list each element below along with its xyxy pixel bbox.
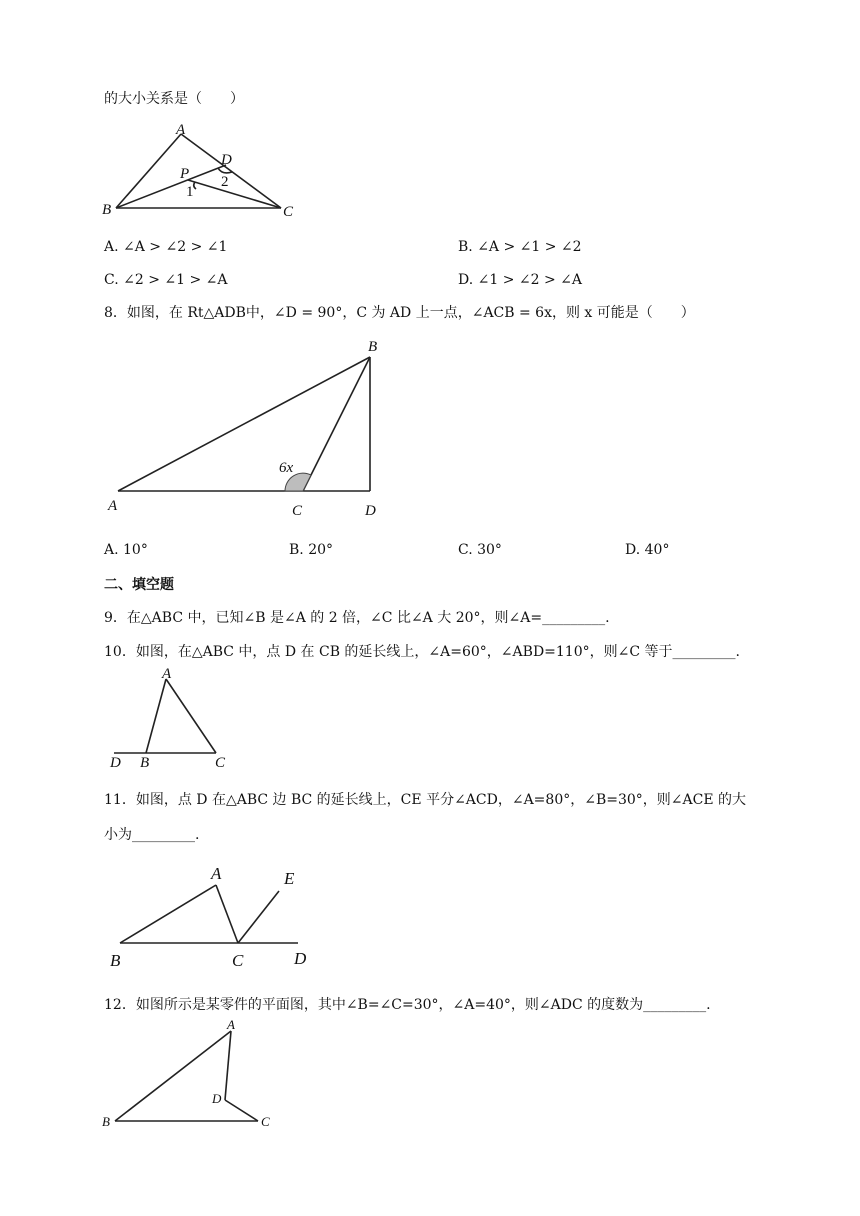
q8-label-angle: 6x (279, 460, 294, 476)
q8-stem: 8．如图，在 Rt△ADB中，∠D = 90°，C 为 AD 上一点，∠ACB = 6x，则 x 可能是（ ） (104, 305, 695, 321)
q8-option-a: A. 10° (104, 542, 148, 558)
q9-stem: 9．在△ABC 中，已知∠B 是∠A 的 2 倍，∠C 比∠A 大 20°，则∠A=_________. (104, 610, 610, 626)
q7-option-b: B. ∠A > ∠1 > ∠2 (458, 239, 582, 255)
q11-stem-line1: 11．如图，点 D 在△ABC 边 BC 的延长线上，CE 平分∠ACD，∠A=80°，∠B=30°，则∠ACE 的大 (104, 792, 747, 808)
q7-label-A: A (176, 122, 186, 138)
q12-label-B: B (102, 1114, 110, 1129)
q10-label-D: D (110, 755, 121, 771)
q11-stem-line2: 小为_________. (104, 827, 200, 843)
q8-option-d: D. 40° (625, 542, 670, 558)
q8-option-c: C. 30° (458, 542, 502, 558)
q11-label-A: A (211, 864, 222, 883)
section-title: 二、填空题 (104, 577, 174, 593)
q10-label-B: B (140, 755, 150, 771)
q11-label-C: C (232, 951, 244, 970)
q12-label-A: A (227, 1017, 235, 1032)
q7-option-a: A. ∠A > ∠2 > ∠1 (104, 239, 228, 255)
q12-stem: 12．如图所示是某零件的平面图，其中∠B=∠C=30°，∠A=40°，则∠ADC 的度数为_________. (104, 997, 711, 1013)
q10-figure (100, 665, 240, 775)
q7-label-1: 1 (186, 184, 194, 200)
q7-label-2: 2 (221, 174, 229, 190)
q12-label-D: D (212, 1091, 222, 1106)
q8-label-C: C (292, 503, 303, 519)
q7-label-D: D (221, 152, 232, 168)
q8-label-A: A (108, 498, 118, 514)
q7-label-P: P (180, 166, 190, 182)
q8-label-D: D (365, 503, 376, 519)
q11-label-E: E (284, 869, 295, 888)
q10-stem: 10．如图，在△ABC 中，点 D 在 CB 的延长线上，∠A=60°，∠ABD=110°，则∠C 等于_________. (104, 644, 740, 660)
q8-label-B: B (368, 339, 378, 355)
q12-label-C: C (261, 1114, 270, 1129)
q7-figure (100, 120, 310, 220)
q8-option-b: B. 20° (289, 542, 334, 558)
q7-label-C: C (283, 204, 294, 220)
q11-label-B: B (110, 951, 121, 970)
q10-label-A: A (162, 666, 172, 682)
q7-stem-tail: 的大小关系是（ ） (104, 91, 244, 107)
q8-figure (100, 335, 400, 520)
q10-label-C: C (215, 755, 226, 771)
q7-option-c: C. ∠2 > ∠1 > ∠A (104, 272, 228, 288)
q11-figure (100, 860, 330, 975)
q7-label-B: B (102, 202, 112, 218)
q7-option-d: D. ∠1 > ∠2 > ∠A (458, 272, 583, 288)
q12-figure (100, 1015, 290, 1135)
q11-label-D: D (294, 949, 307, 968)
